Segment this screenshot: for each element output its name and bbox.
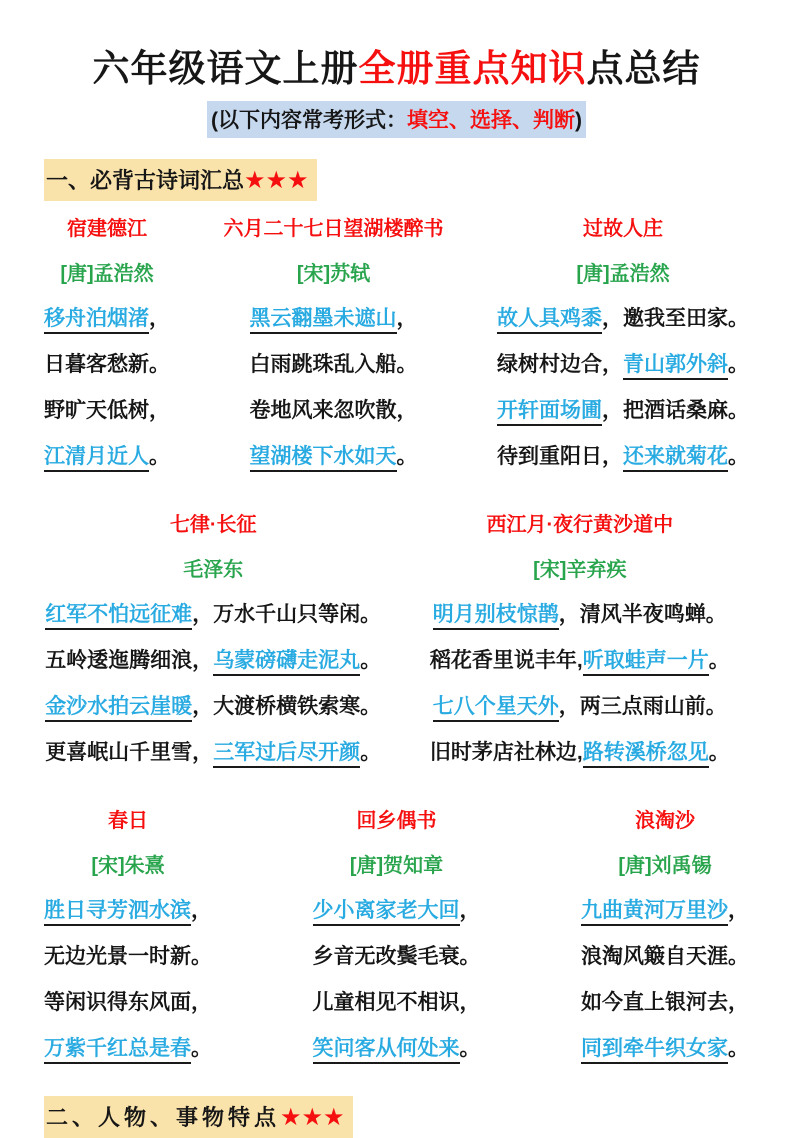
poem-text: 。	[149, 445, 170, 469]
poem-text: ，把酒话桑麻。	[602, 399, 749, 423]
poem-title: 回乡偶书	[356, 810, 437, 833]
key-phrase: 七八个星天外	[433, 695, 559, 722]
poem-text: 如今直上银河去，	[581, 991, 749, 1015]
poem-line	[224, 353, 444, 376]
poem-grid	[44, 218, 749, 1060]
exam-format-text: )	[575, 109, 582, 133]
poem-author: [宋]朱熹	[91, 855, 165, 878]
poem-line	[313, 899, 481, 922]
key-phrase: 红军不怕远征难	[45, 603, 192, 630]
poem-author: [唐]贺知章	[349, 855, 444, 878]
poem-title: 宿建德江	[67, 218, 147, 241]
poem-line	[411, 649, 749, 672]
poem-title: 春日	[108, 810, 148, 833]
star-rating-icon: ★★★	[280, 1104, 345, 1132]
poem-line	[581, 945, 749, 968]
poem-line	[44, 649, 382, 672]
poem-text: ，	[459, 899, 481, 923]
poem-line	[313, 1037, 481, 1060]
page-title-part: 点总结	[586, 48, 701, 89]
poem-text: 五岭逶迤腾细浪，	[45, 649, 214, 673]
poem-text: 。	[728, 353, 749, 377]
poem-text: 儿童相见不相识，	[312, 991, 481, 1015]
poem-text: ，邀我至田家。	[602, 307, 749, 331]
key-phrase: 还来就菊花	[623, 445, 728, 472]
poem-line	[497, 307, 749, 330]
poem-text: 更喜岷山千里雪，	[45, 741, 214, 765]
poem-text: 乡音无改鬓毛衰。	[312, 945, 481, 969]
poem-line	[313, 991, 481, 1014]
key-phrase: 路转溪桥忽见	[583, 741, 709, 768]
poem-line	[313, 945, 481, 968]
section-2-header	[44, 1096, 353, 1138]
poem-text: ，清风半夜鸣蝉。	[558, 603, 727, 627]
exam-format-text: (以下内容常考形式：	[211, 109, 407, 133]
page-title-highlight: 全册重点知识	[358, 48, 587, 89]
poem-title: 六月二十七日望湖楼醉书	[223, 218, 444, 241]
poem-text: 绿树村边合，	[497, 353, 623, 377]
key-phrase: 万紫千红总是春	[44, 1037, 191, 1064]
poem-line	[44, 603, 382, 626]
poem-text: 。	[728, 445, 749, 469]
poem-row	[44, 810, 749, 1060]
poem-title: 七律·长征	[169, 514, 257, 537]
poem-line	[497, 353, 749, 376]
poem-text: 待到重阳日，	[497, 445, 623, 469]
exam-format-note	[207, 101, 586, 138]
poem-author: [唐]孟浩然	[60, 263, 154, 286]
poem-text: 等闲识得东风面，	[44, 991, 212, 1015]
poem-text: ，两三点雨山前。	[558, 695, 727, 719]
poem-title: 西江月·夜行黄沙道中	[486, 514, 674, 537]
section-2-label: 二、人物、事物特点	[46, 1105, 281, 1131]
key-phrase: 江清月近人	[44, 445, 149, 472]
page-title	[44, 46, 749, 92]
poem-text: ，	[191, 899, 212, 923]
poem-line	[224, 445, 444, 468]
section-1-header	[44, 159, 317, 201]
poem-text: ，	[396, 307, 418, 331]
key-phrase: 青山郭外斜	[623, 353, 728, 380]
poem-line	[44, 991, 212, 1014]
poem-line	[411, 603, 749, 626]
poem-text: 。	[360, 741, 382, 765]
poem-text: 。	[396, 445, 418, 469]
poem-text: ，万水千山只等闲。	[192, 603, 382, 627]
poem	[224, 218, 444, 468]
poem-text: 卷地风来忽吹散，	[249, 399, 418, 423]
poem-line	[44, 945, 212, 968]
key-phrase: 笑问客从何处来	[313, 1037, 460, 1064]
poem-author: [唐]孟浩然	[576, 263, 670, 286]
key-phrase: 望湖楼下水如天	[250, 445, 397, 472]
poem-line	[44, 353, 170, 376]
poem-text: 。	[360, 649, 382, 673]
key-phrase: 金沙水拍云崖暖	[45, 695, 192, 722]
poem-text: ，大渡桥横铁索寒。	[192, 695, 382, 719]
key-phrase: 胜日寻芳泗水滨	[44, 899, 191, 926]
poem-line	[411, 741, 749, 764]
poem	[497, 218, 749, 468]
section-1-label: 一、必背古诗词汇总	[46, 168, 245, 194]
poem-line	[44, 445, 170, 468]
poem-author: 毛泽东	[183, 559, 244, 582]
poem-text: 。	[459, 1037, 481, 1061]
poem-line	[44, 741, 382, 764]
poem	[581, 810, 749, 1060]
poem-line	[44, 399, 170, 422]
page-title-part: 六年级语文上册	[92, 48, 359, 89]
key-phrase: 听取蛙声一片	[583, 649, 709, 676]
poem-text: 白雨跳珠乱入船。	[249, 353, 418, 377]
key-phrase: 开轩面场圃	[497, 399, 602, 426]
poem-title: 过故人庄	[583, 218, 663, 241]
exam-format-types: 填空、选择、判断	[407, 109, 575, 133]
key-phrase: 明月别枝惊鹊	[433, 603, 559, 630]
poem-text: ，	[728, 899, 749, 923]
poem-text: 无边光景一时新。	[44, 945, 212, 969]
key-phrase: 故人具鸡黍	[497, 307, 602, 334]
star-rating-icon: ★★★	[244, 167, 309, 195]
poem-text: 。	[708, 649, 730, 673]
subtitle-row	[44, 101, 749, 138]
poem-line	[224, 307, 444, 330]
key-phrase: 同到牵牛织女家	[581, 1037, 728, 1064]
poem-line	[44, 1037, 212, 1060]
poem-line	[581, 899, 749, 922]
poem-line	[497, 445, 749, 468]
poem-text: 。	[728, 1037, 749, 1061]
poem-text: 日暮客愁新。	[44, 353, 170, 377]
poem-author: [宋]辛弃疾	[533, 559, 627, 582]
key-phrase: 乌蒙磅礴走泥丸	[213, 649, 360, 676]
poem-line	[44, 307, 170, 330]
poem	[411, 514, 749, 764]
poem-line	[581, 1037, 749, 1060]
poem-text: 旧时茅店社林边,	[429, 741, 583, 765]
poem-line	[411, 695, 749, 718]
poem-text: 稻花香里说丰年,	[429, 649, 583, 673]
key-phrase: 少小离家老大回	[313, 899, 460, 926]
poem-author: [唐]刘禹锡	[618, 855, 712, 878]
poem-text: 。	[191, 1037, 212, 1061]
key-phrase: 移舟泊烟渚	[44, 307, 149, 334]
poem-text: ，	[149, 307, 170, 331]
poem	[44, 218, 170, 468]
key-phrase: 九曲黄河万里沙	[581, 899, 728, 926]
poem-text: 野旷天低树，	[44, 399, 170, 423]
poem-line	[581, 991, 749, 1014]
key-phrase: 黑云翻墨未遮山	[250, 307, 397, 334]
poem-line	[44, 899, 212, 922]
poem	[44, 810, 212, 1060]
poem-line	[44, 695, 382, 718]
poem-author: [宋]苏轼	[296, 263, 371, 286]
poem	[44, 514, 382, 764]
poem-row	[44, 218, 749, 468]
poem-text: 浪淘风簸自天涯。	[581, 945, 749, 969]
poem-title: 浪淘沙	[635, 810, 695, 833]
poem-line	[497, 399, 749, 422]
poem-text: 。	[708, 741, 730, 765]
key-phrase: 三军过后尽开颜	[213, 741, 360, 768]
poem-row	[44, 514, 749, 764]
poem-line	[224, 399, 444, 422]
poem	[313, 810, 481, 1060]
